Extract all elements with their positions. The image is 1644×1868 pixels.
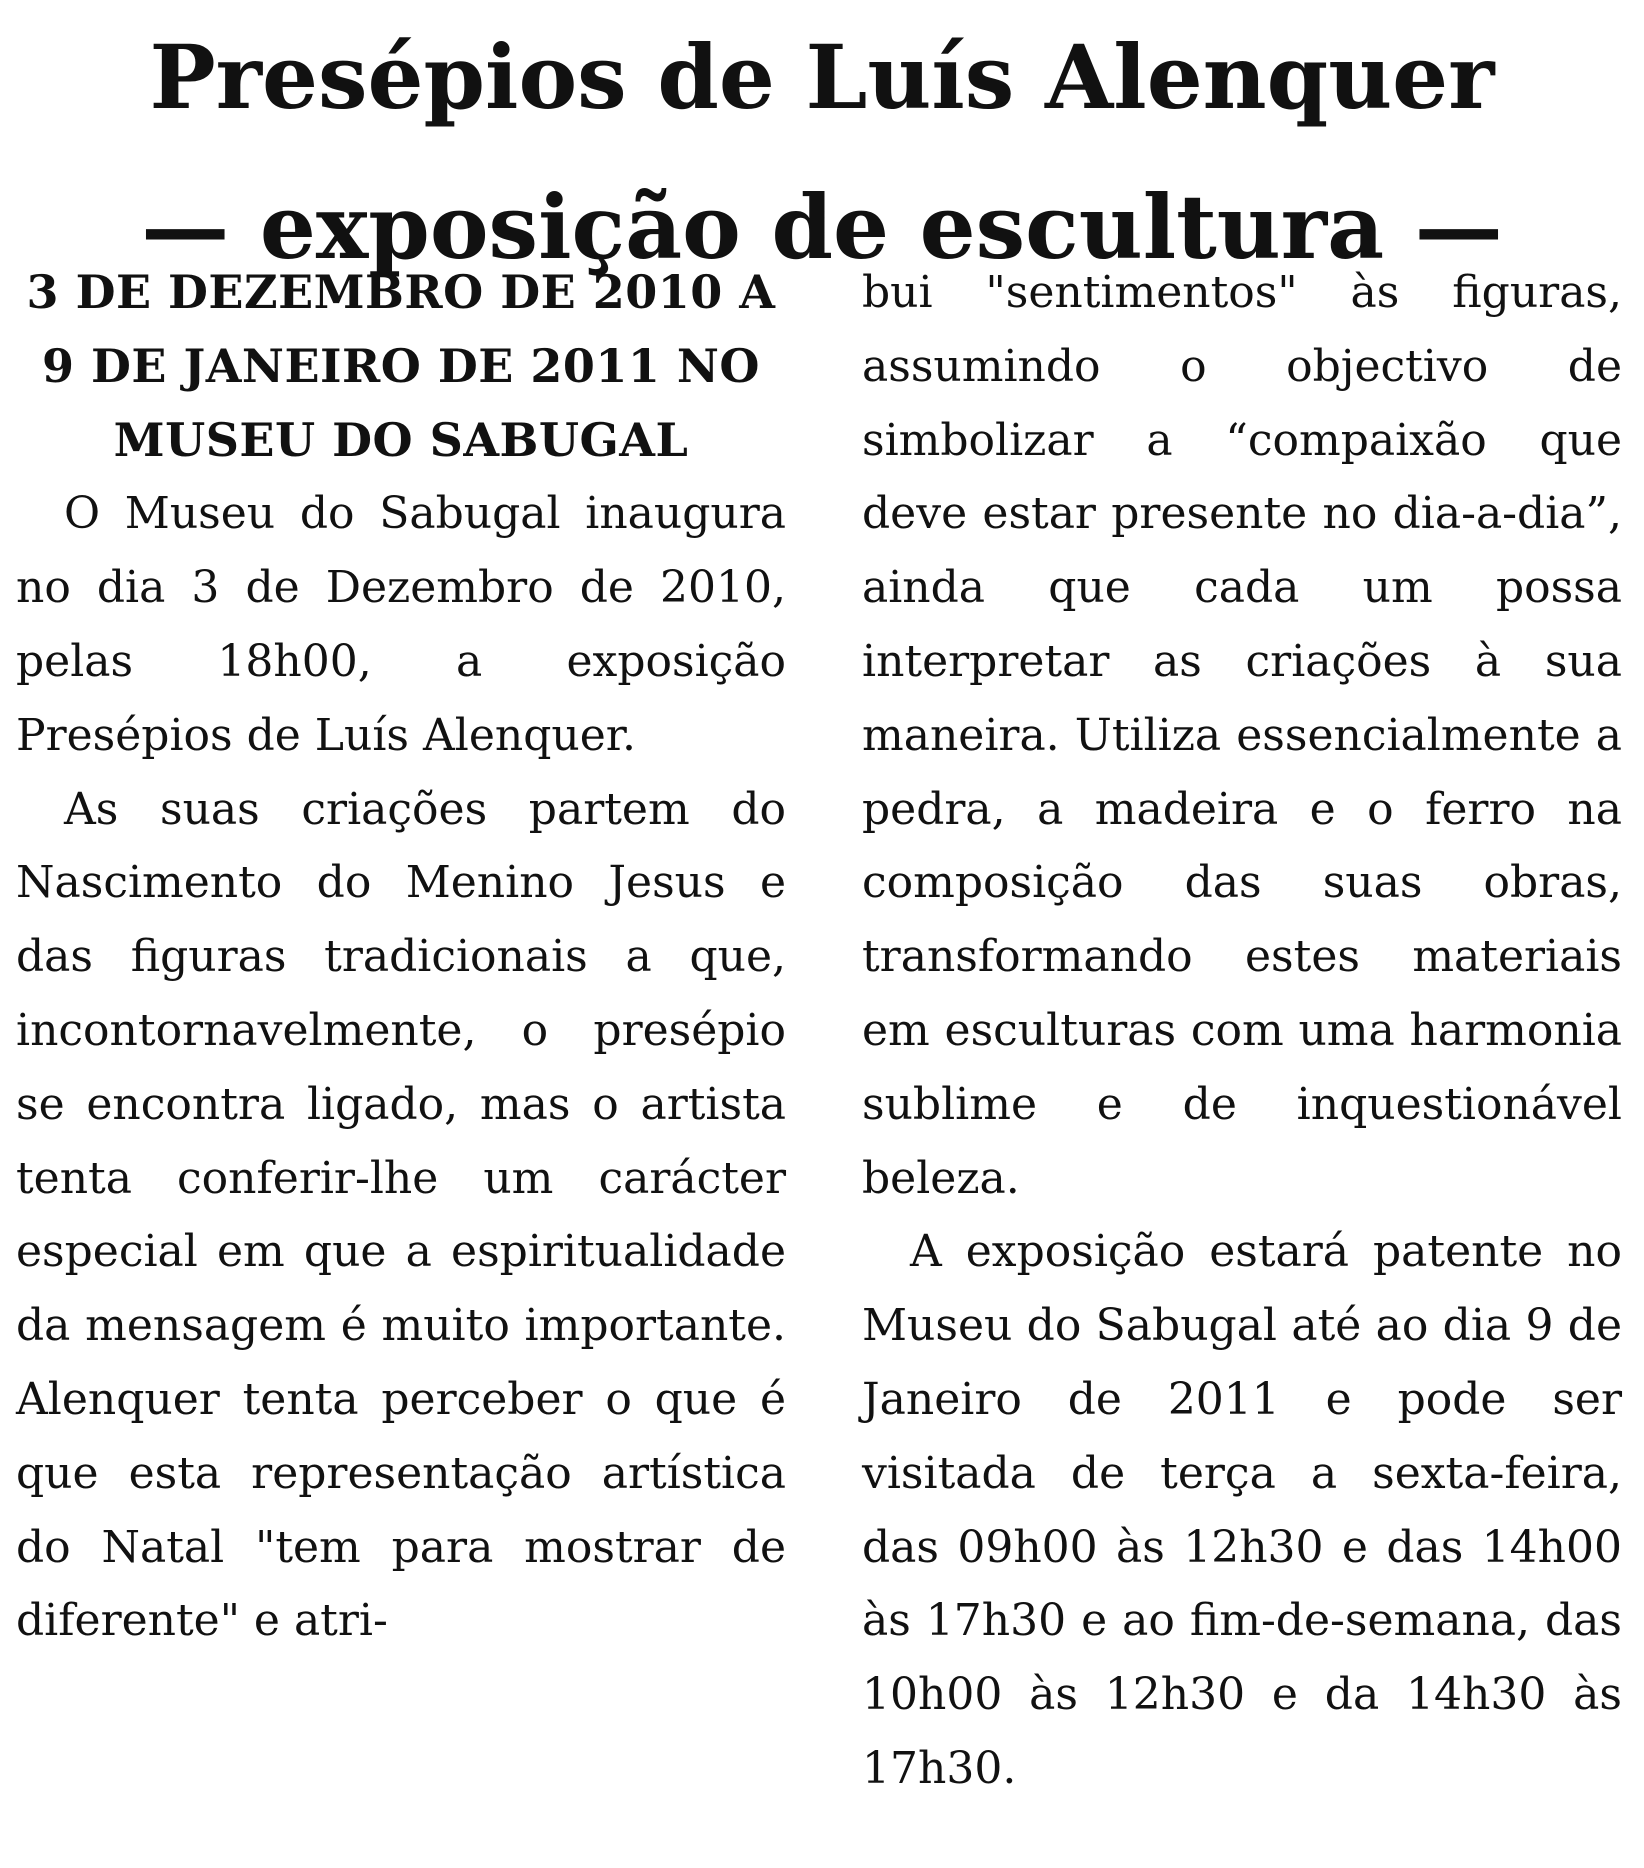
column-right xyxy=(862,256,1622,1806)
column-left xyxy=(16,256,786,1658)
headline-line-2: — exposição de escultura — xyxy=(141,175,1503,279)
paragraph-3: bui "sentimentos" às figuras, assumindo o objectivo de simbolizar a “compaixão que deve estar presente no dia-a-dia”, ainda que cada um possa interpretar as criações à sua maneira. Utiliza essencialmente a pedra, a madeira e o ferro na composição das suas obras, transformando estes materiais em esculturas com uma harmonia sublime e de inquestionável beleza. xyxy=(862,267,1622,1204)
kicker: 3 DE DEZEMBRO DE 2010 A 9 DE JANEIRO DE 2011 NO MUSEU DO SABUGAL xyxy=(26,265,776,467)
paragraph-2: As suas criações partem do Nascimento do Menino Jesus e das figuras tradicionais a que, incontornavelmente, o presépio se encontra ligado, mas o artista tenta conferir-lhe um carácter especial em que a espiritualidade da mensagem é muito importante. Alenquer tenta perceber o que é que esta representação artística do Natal "tem para mostrar de diferente" e atri- xyxy=(16,783,786,1647)
paragraph-1: O Museu do Sabugal inaugura no dia 3 de Dezembro de 2010, pelas 18h00, a exposição Presépios de Luís Alenquer. xyxy=(16,488,786,761)
headline-line-1: Presépios de Luís Alenquer xyxy=(149,25,1495,129)
paragraph-4: A exposição estará patente no Museu do Sabugal até ao dia 9 de Janeiro de 2011 e pode ser visitada de terça a sexta-feira, das 09h00 às 12h30 e das 14h00 às 17h30 e ao fim-de-semana, das 10h00 às 12h30 e da 14h30 às 17h30. xyxy=(862,1226,1622,1794)
